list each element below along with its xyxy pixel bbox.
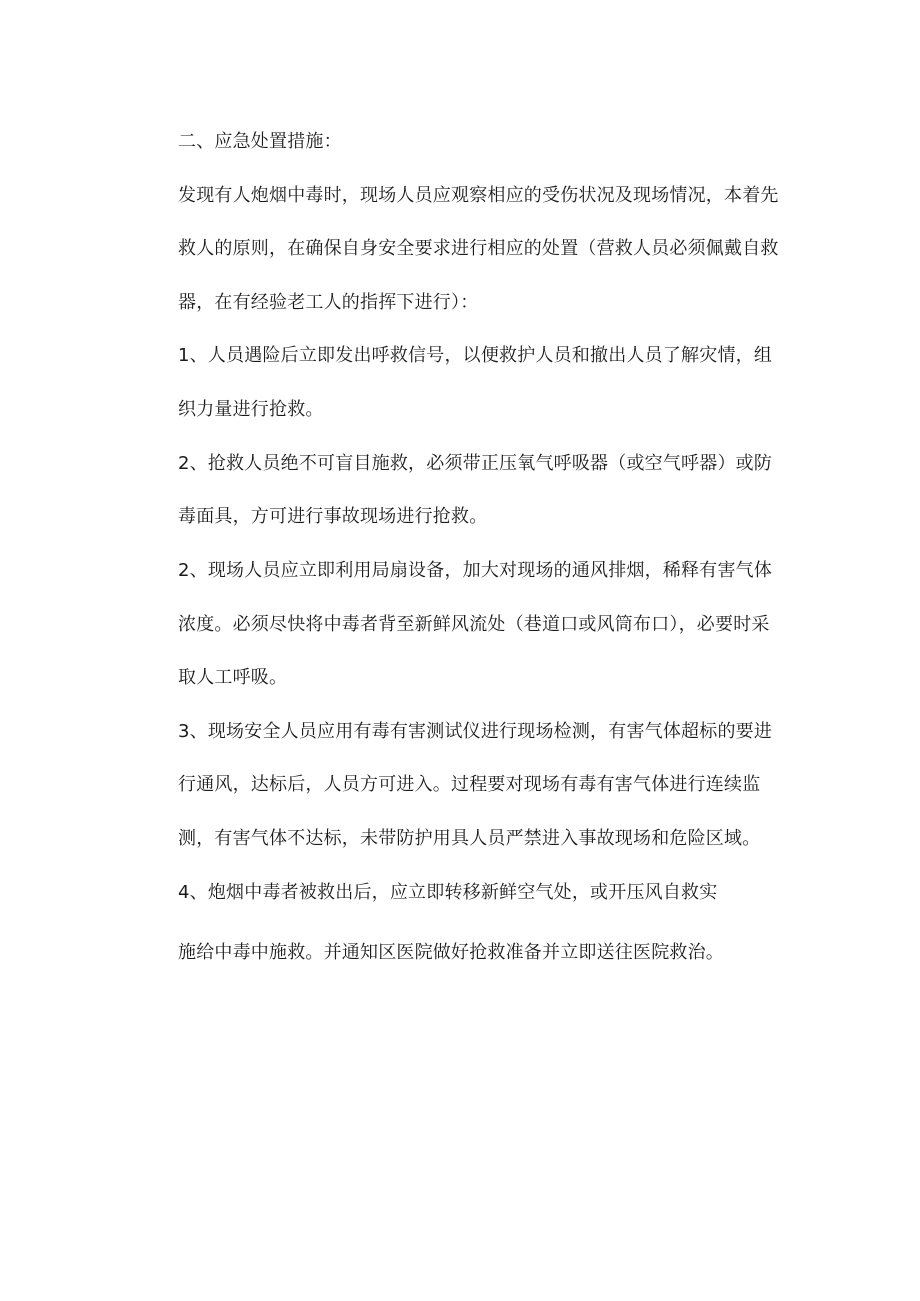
paragraph-line: 2、现场人员应立即利用局扇设备，加大对现场的通风排烟，稀释有害气体 (178, 560, 773, 581)
paragraph-line: 4、炮烟中毒者被救出后，应立即转移新鲜空气处，或开压风自救实 (178, 882, 718, 903)
section-heading: 二、应急处置措施： (178, 131, 342, 152)
paragraph-line: 行通风，达标后，人员方可进入。过程要对现场有毒有害气体进行连续监 (178, 774, 761, 795)
paragraph-line: 器，在有经验老工人的指挥下进行）： (178, 292, 479, 313)
paragraph-line: 发现有人炮烟中毒时，现场人员应观察相应的受伤状况及现场情况，本着先 (178, 185, 779, 206)
paragraph-line: 取人工呼吸。 (178, 667, 288, 688)
paragraph-line: 1、人员遇险后立即发出呼救信号，以便救护人员和撤出人员了解灾情，组 (178, 345, 773, 366)
paragraph-line: 救人的原则，在确保自身安全要求进行相应的处置（营救人员必须佩戴自救 (178, 238, 779, 259)
paragraph-line: 2、抢救人员绝不可盲目施救，必须带正压氧气呼吸器（或空气呼器）或防 (178, 453, 773, 474)
paragraph-line: 毒面具，方可进行事故现场进行抢救。 (178, 506, 488, 527)
paragraph-line: 测，有害气体不达标，未带防护用具人员严禁进入事故现场和危险区域。 (178, 828, 761, 849)
paragraph-line: 施给中毒中施救。并通知区医院做好抢救准备并立即送往医院救治。 (178, 942, 724, 963)
paragraph-line: 织力量进行抢救。 (178, 399, 324, 420)
paragraph-line: 3、现场安全人员应用有毒有害测试仪进行现场检测，有害气体超标的要进 (178, 721, 773, 742)
paragraph-line: 浓度。必须尽快将中毒者背至新鲜风流处（巷道口或风筒布口），必要时采 (178, 614, 770, 635)
